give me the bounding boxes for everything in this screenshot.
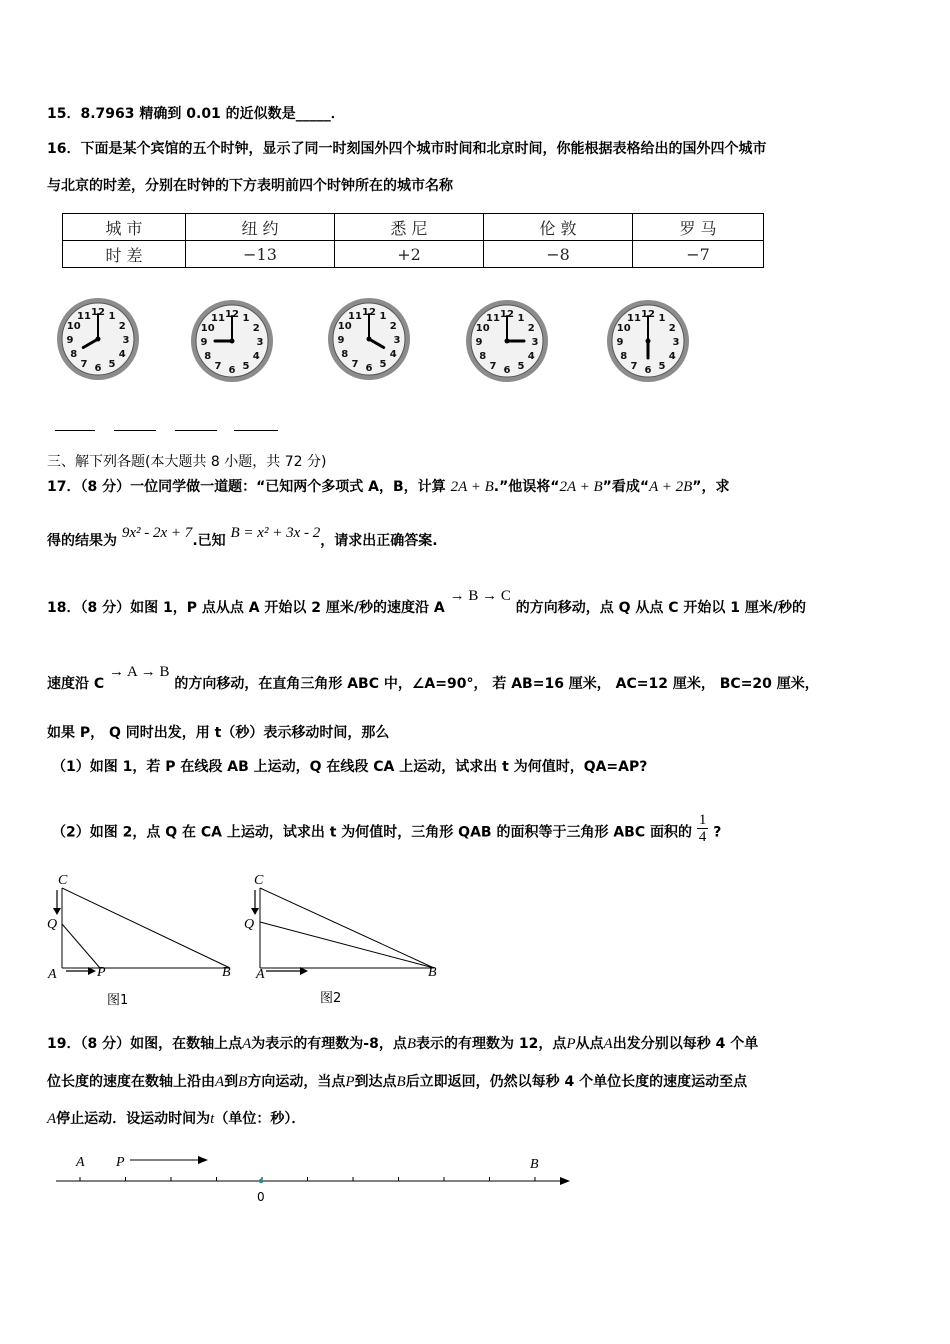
clock-number: 6 xyxy=(503,365,511,376)
answer-blank[interactable]: _____ xyxy=(295,106,331,122)
clock-number: 4 xyxy=(389,349,397,360)
question-16-line1: 16．下面是某个宾馆的五个时钟，显示了同一时刻国外四个城市时间和北京时间，你能根据表格给出的国外四个城市 xyxy=(47,141,767,157)
axis-ticks xyxy=(80,1177,535,1181)
clock-number: 12 xyxy=(362,307,376,318)
clock-number: 12 xyxy=(641,309,655,320)
clock-number: 10 xyxy=(200,323,215,334)
clock-number: 7 xyxy=(80,359,88,371)
label-P: P xyxy=(97,965,106,980)
clock-number: 1 xyxy=(242,312,250,324)
label-Q: Q xyxy=(47,917,58,932)
clock-center xyxy=(646,339,651,344)
clock-number: 7 xyxy=(351,359,359,371)
clock-number: 2 xyxy=(668,323,676,334)
clock-number: 10 xyxy=(616,323,631,334)
clock-number: 6 xyxy=(228,365,236,376)
clock-number: 5 xyxy=(658,361,666,373)
table-cell: −7 xyxy=(633,241,764,268)
clock-number: 8 xyxy=(70,349,78,360)
question-19-line2: 位长度的速度在数轴上沿由A到B方向运动，当点P到达点B后立即返回，仍然以每秒 4 个单位长度的速度运动至点 xyxy=(47,1074,748,1090)
question-16-line2: 与北京的时差，分别在时钟的下方表明前四个时钟所在的城市名称 xyxy=(47,178,453,194)
clock-number: 12 xyxy=(500,309,514,320)
clock-number: 8 xyxy=(479,351,487,362)
clock-center xyxy=(505,339,510,344)
label-C: C xyxy=(254,873,264,888)
label-A: A xyxy=(76,1155,85,1170)
clock-2 xyxy=(189,298,275,384)
question-18-line2: 速度沿 C → A → B 的方向移动，在直角三角形 ABC 中，∠A=90°， 若 AB=16 厘米， AC=12 厘米， BC=20 厘米， xyxy=(47,664,819,692)
clock-number: 9 xyxy=(475,337,483,348)
clock-center xyxy=(367,337,372,342)
clock-number: 6 xyxy=(365,363,373,374)
clock-number: 3 xyxy=(672,337,680,348)
clock-number: 2 xyxy=(389,321,397,332)
clock-number: 10 xyxy=(475,323,490,334)
clock-number: 11 xyxy=(486,312,500,324)
clock-number: 4 xyxy=(118,349,126,360)
question-19-line3: A停止运动．设运动时间为t（单位：秒）． xyxy=(47,1111,306,1127)
arrow-down-head xyxy=(251,908,259,915)
edge-CB xyxy=(260,888,434,968)
arrow-down-head xyxy=(53,908,61,915)
city-blank-2[interactable] xyxy=(114,430,156,431)
city-blank-1[interactable] xyxy=(55,430,95,431)
table-cell: −13 xyxy=(186,241,335,268)
table-row xyxy=(63,214,764,241)
segment-QB xyxy=(260,922,434,968)
clock-number: 12 xyxy=(225,309,239,320)
table-cell: 悉 尼 xyxy=(335,214,484,241)
clock-number: 3 xyxy=(393,335,401,346)
clock-number: 1 xyxy=(108,310,116,322)
label-P: P xyxy=(116,1155,125,1170)
clock-number: 5 xyxy=(242,361,250,373)
table-cell: −8 xyxy=(484,241,633,268)
clock-number: 4 xyxy=(668,351,676,362)
clock-number: 9 xyxy=(66,335,74,346)
clock-number: 2 xyxy=(527,323,535,334)
clock-number: 2 xyxy=(118,321,126,332)
table-header-offset: 时 差 xyxy=(63,241,186,268)
clock-number: 5 xyxy=(517,361,525,373)
edge-CB xyxy=(62,888,230,968)
label-B: B xyxy=(428,965,437,980)
question-18-line3: 如果 P， Q 同时出发，用 t（秒）表示移动时间，那么 xyxy=(47,725,390,741)
clock-number: 2 xyxy=(252,323,260,334)
fraction-one-quarter: $\frac{1}{4}$ xyxy=(698,812,707,845)
section-title: 三、解下列各题(本大题共 8 小题，共 72 分) xyxy=(47,454,327,470)
label-A: A xyxy=(48,967,57,982)
clock-number: 1 xyxy=(658,312,666,324)
clock-number: 8 xyxy=(620,351,628,362)
question-18-sub1: （1）如图 1，若 P 在线段 AB 上运动，Q 在线段 CA 上运动，试求出 t 为何值时，QA=AP? xyxy=(52,759,648,775)
label-B: B xyxy=(530,1157,539,1172)
clock-number: 9 xyxy=(337,335,345,346)
clock-number: 11 xyxy=(348,310,362,322)
clock-number: 11 xyxy=(77,310,91,322)
figure-1-caption: 图1 xyxy=(107,993,129,1008)
city-blank-3[interactable] xyxy=(175,430,217,431)
clock-number: 9 xyxy=(616,337,624,348)
city-blank-4[interactable] xyxy=(234,430,278,431)
clock-number: 6 xyxy=(94,363,102,374)
table-cell: 伦 敦 xyxy=(484,214,633,241)
table-cell: 罗 马 xyxy=(633,214,764,241)
figure-2-caption: 图2 xyxy=(320,991,342,1006)
question-19-line1: 19．（8 分）如图，在数轴上点A为表示的有理数为-8，点B表示的有理数为 12，点P从点A出发分别以每秒 4 个单 xyxy=(47,1036,759,1052)
label-A: A xyxy=(256,967,265,982)
clock-number: 10 xyxy=(337,321,352,332)
clock-number: 4 xyxy=(527,351,535,362)
axis-arrow-icon xyxy=(560,1177,570,1185)
clock-4 xyxy=(464,298,550,384)
clock-number: 12 xyxy=(91,307,105,318)
table-row xyxy=(63,241,764,268)
question-17-line2: 得的结果为 9x² - 2x + 7.已知 B = x² + 3x - 2，请求出正确答案. xyxy=(47,525,438,549)
label-Q: Q xyxy=(244,917,255,932)
clock-number: 1 xyxy=(517,312,525,324)
clock-number: 4 xyxy=(252,351,260,362)
clock-number: 11 xyxy=(211,312,225,324)
arrow-right-head xyxy=(198,1156,208,1164)
label-B: B xyxy=(222,965,231,980)
table-cell: 纽 约 xyxy=(186,214,335,241)
clock-center xyxy=(96,337,101,342)
clock-number: 5 xyxy=(108,359,116,371)
clock-number: 5 xyxy=(379,359,387,371)
clock-number: 6 xyxy=(644,365,652,376)
clock-number: 8 xyxy=(341,349,349,360)
question-18-sub2: （2）如图 2，点 Q 在 CA 上运动，试求出 t 为何值时，三角形 QAB 的面积等于三角形 ABC 面积的 $\frac{1}{4}$ ? xyxy=(52,812,722,845)
clock-5 xyxy=(605,298,691,384)
clock-number: 3 xyxy=(531,337,539,348)
clock-number: 3 xyxy=(122,335,130,346)
figure-1 xyxy=(44,868,244,988)
question-17-line1: 17．（8 分）一位同学做一道题：“已知两个多项式 A，B，计算 2A + B.”他误将“2A + B”看成“A + 2B”，求 xyxy=(47,479,730,495)
origin-point xyxy=(259,1179,263,1183)
timezone-table xyxy=(62,213,764,268)
table-cell: +2 xyxy=(335,241,484,268)
clock-3 xyxy=(326,296,412,382)
clock-number: 8 xyxy=(204,351,212,362)
table-header-city: 城 市 xyxy=(63,214,186,241)
clock-number: 7 xyxy=(630,361,638,373)
clock-number: 1 xyxy=(379,310,387,322)
origin-label: 0 xyxy=(257,1190,265,1204)
clock-1 xyxy=(55,296,141,382)
clock-number: 7 xyxy=(489,361,497,373)
label-C: C xyxy=(58,873,68,888)
number-line xyxy=(50,1148,580,1208)
question-18-line1: 18．（8 分）如图 1，P 点从点 A 开始以 2 厘米/秒的速度沿 A → B → C 的方向移动，点 Q 从点 C 开始以 1 厘米/秒的 xyxy=(47,588,807,616)
segment-QP xyxy=(62,924,100,968)
clock-center xyxy=(230,339,235,344)
clock-number: 7 xyxy=(214,361,222,373)
question-15: 15．8.7963 精确到 0.01 的近似数是_____． xyxy=(47,106,345,122)
clock-number: 10 xyxy=(66,321,81,332)
clock-number: 3 xyxy=(256,337,264,348)
figure-2 xyxy=(240,868,450,988)
clock-number: 9 xyxy=(200,337,208,348)
clock-number: 11 xyxy=(627,312,641,324)
